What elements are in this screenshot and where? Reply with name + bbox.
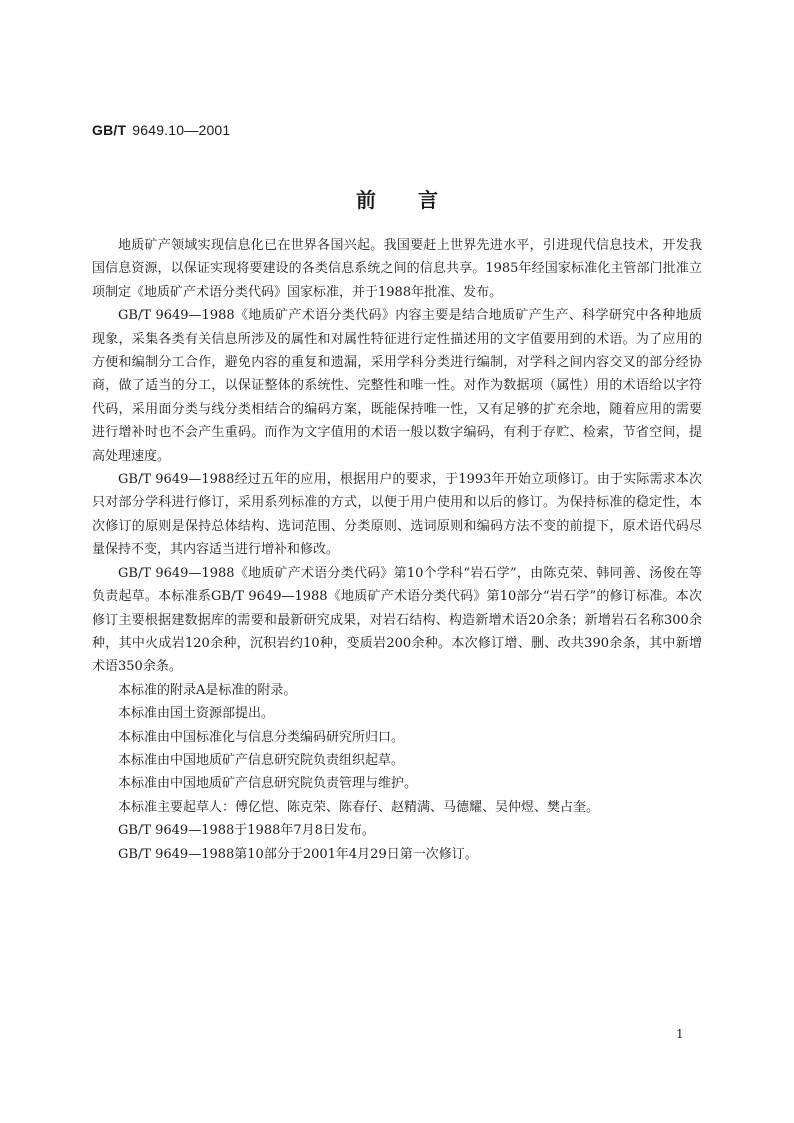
paragraph-drafters: 本标准主要起草人：傅亿恺、陈克荣、陈春仔、赵精满、马德耀、吴仲煜、樊占奎。 — [118, 799, 600, 815]
document-code-prefix: GB/T — [92, 122, 127, 138]
paragraph-revised: GB/T 9649—1988第10部分于2001年4月29日第一次修订。 — [118, 846, 478, 862]
page-number: 1 — [676, 1027, 684, 1041]
document-code-number: 9649.10—2001 — [132, 122, 231, 138]
paragraph-revision: GB/T 9649—1988经过五年的应用，根据用户的要求，于1993年开始立项修订。由于实际需求本次只对部分学科进行修订，采用系列标准的方式，以便于用户使用和以后的修订。为保持标准的稳定性，本次修订的原则是保持总体结构、选词范围、分类原则、选词原则和编码方法不变的前提下，原术语代码尽量保持不变，其内容适当进行增补和修改。 — [92, 472, 702, 558]
foreword-body — [92, 234, 702, 866]
paragraph-content: GB/T 9649—1988《地质矿产术语分类代码》内容主要是结合地质矿产生产、科学研究中各种地质现象，采集各类有关信息所涉及的属性和对属性特征进行定性描述用的文字值要用到的术语。为了应用的方便和编制分工合作，避免内容的重复和遗漏，采用学科分类进行编制，对学科之间内容交叉的部分经协商，做了适当的分工，以保证整体的系统性、完整性和唯一性。对作为数据项（属性）用的术语给以字符代码，采用面分类与线分类相结合的编码方案，既能保持唯一性，又有足够的扩充余地，随着应用的需要进行增补时也不会产生重码。而作为文字值用的术语一般以数字编码，有利于存贮、检索，节省空间，提高处理速度。 — [92, 308, 702, 464]
paragraph-administrator: 本标准由中国标准化与信息分类编码研究所归口。 — [118, 729, 405, 745]
paragraph-intro: 地质矿产领域实现信息化已在世界各国兴起。我国要赶上世界先进水平，引进现代信息技术，开发我国信息资源，以保证实现将要建设的各类信息系统之间的信息共享。1985年经国家标准化主管部门批准立项制定《地质矿产术语分类代码》国家标准，并于1988年批准、发布。 — [92, 238, 702, 300]
paragraph-drafting-org: 本标准由中国地质矿产信息研究院负责组织起草。 — [118, 752, 405, 768]
page-title: 前言 — [356, 188, 480, 212]
paragraph-published: GB/T 9649—1988于1988年7月8日发布。 — [118, 823, 375, 839]
paragraph-appendix: 本标准的附录A是标准的附录。 — [118, 682, 297, 698]
paragraph-petrology: GB/T 9649—1988《地质矿产术语分类代码》第10个学科“岩石学”，由陈克荣、韩同善、汤俊在等负责起草。本标准系GB/T 9649—1988《地质矿产术语分类代码》第10部分“岩石学”的修订标准。本次修订主要根据建数据库的需要和最新研究成果，对岩石结构、构造新增术语20余条；新增岩石名称300余种，其中火成岩120余种，沉积岩约10种，变质岩200余种。本次修订增、删、改共390余条，其中新增术语350余条。 — [92, 565, 702, 675]
document-code — [92, 122, 230, 138]
paragraph-maintenance: 本标准由中国地质矿产信息研究院负责管理与维护。 — [118, 776, 418, 792]
paragraph-proposer: 本标准由国土资源部提出。 — [118, 706, 275, 722]
